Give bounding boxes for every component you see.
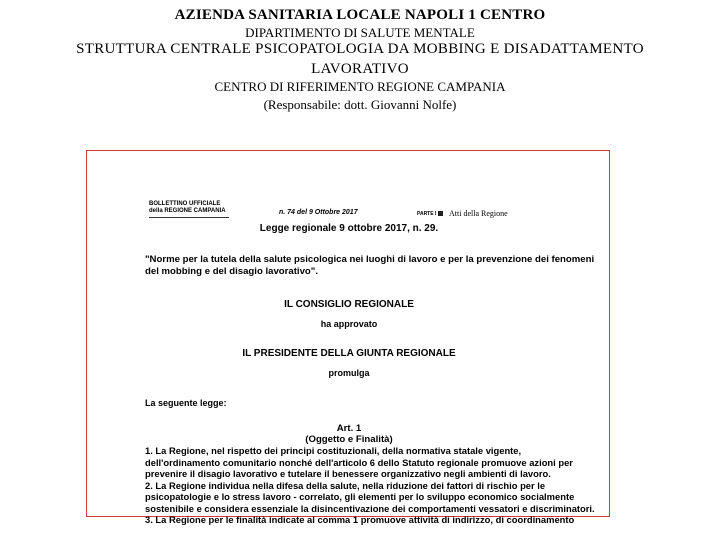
law-subject bbox=[145, 254, 594, 278]
consiglio-heading: IL CONSIGLIO REGIONALE bbox=[284, 299, 414, 310]
body-line: prevenire il disagio lavorativo e tutelare il benessere organizzativo negli ambienti di lavoro. bbox=[145, 468, 551, 479]
seguente-legge-text: La seguente legge: bbox=[145, 398, 227, 408]
parte-label: PARTE I bbox=[417, 211, 437, 217]
responsabile-line: (Responsabile: dott. Giovanni Nolfe) bbox=[263, 97, 457, 112]
azienda-title: AZIENDA SANITARIA LOCALE NAPOLI 1 CENTRO bbox=[174, 7, 546, 23]
body-line: 1. La Regione, nel rispetto dei principi costituzionali, della normativa statale vigente, bbox=[145, 445, 522, 456]
struttura-title: STRUTTURA CENTRALE PSICOPATOLOGIA DA MOBBING E DISADATTAMENTO bbox=[76, 41, 644, 57]
body-line: dell'ordinamento comunitario nonché dell'articolo 6 dello Statuto regionale promuove azioni per bbox=[145, 456, 573, 468]
article-title: (Oggetto e Finalità) bbox=[305, 434, 393, 445]
bollettino-line-1: BOLLETTINO UFFICIALE bbox=[149, 201, 221, 207]
law-title: Legge regionale 9 ottobre 2017, n. 29. bbox=[259, 223, 439, 234]
article-number: Art. 1 bbox=[336, 423, 362, 434]
parte-square-icon bbox=[438, 211, 443, 216]
article-body bbox=[145, 445, 595, 526]
masthead-divider bbox=[149, 217, 229, 218]
bollettino-line-2: della REGIONE CAMPANIA bbox=[149, 208, 226, 214]
dipartimento-subtitle: DIPARTIMENTO DI SALUTE MENTALE bbox=[245, 25, 475, 40]
centro-riferimento: CENTRO DI RIFERIMENTO REGIONE CAMPANIA bbox=[214, 79, 506, 94]
body-line: psicopatologie e lo stress lavoro - correlato, gli elementi per lo sviluppo economico socialmente bbox=[145, 491, 575, 502]
bollettino-masthead bbox=[149, 201, 226, 215]
law-document-image bbox=[86, 150, 610, 525]
body-line: 3. La Regione per le finalità indicate al comma 1 promuove attività di indirizzo, di coordinamento bbox=[145, 514, 575, 525]
presidente-heading: IL PRESIDENTE DELLA GIUNTA REGIONALE bbox=[242, 348, 456, 359]
struttura-title-continuation: LAVORATIVO bbox=[311, 61, 409, 77]
issue-number: n. 74 del 9 Ottobre 2017 bbox=[279, 209, 358, 216]
approvato-text: ha approvato bbox=[320, 319, 378, 329]
law-subject-line-1: "Norme per la tutela della salute psicologica nei luoghi di lavoro e per la prevenzione dei fenomeni bbox=[145, 254, 595, 265]
law-subject-line-2: del mobbing e del disagio lavorativo". bbox=[145, 266, 319, 277]
atti-label: Atti della Regione bbox=[449, 209, 508, 218]
body-line: 2. La Regione individua nella difesa della salute, nella riduzione dei fattori di rischio per le bbox=[145, 479, 546, 491]
body-line: sostenibile e considera essenziale la disincentivazione dei comportamenti vessatori e discriminatori. bbox=[145, 502, 595, 514]
promulga-text: promulga bbox=[328, 368, 370, 378]
